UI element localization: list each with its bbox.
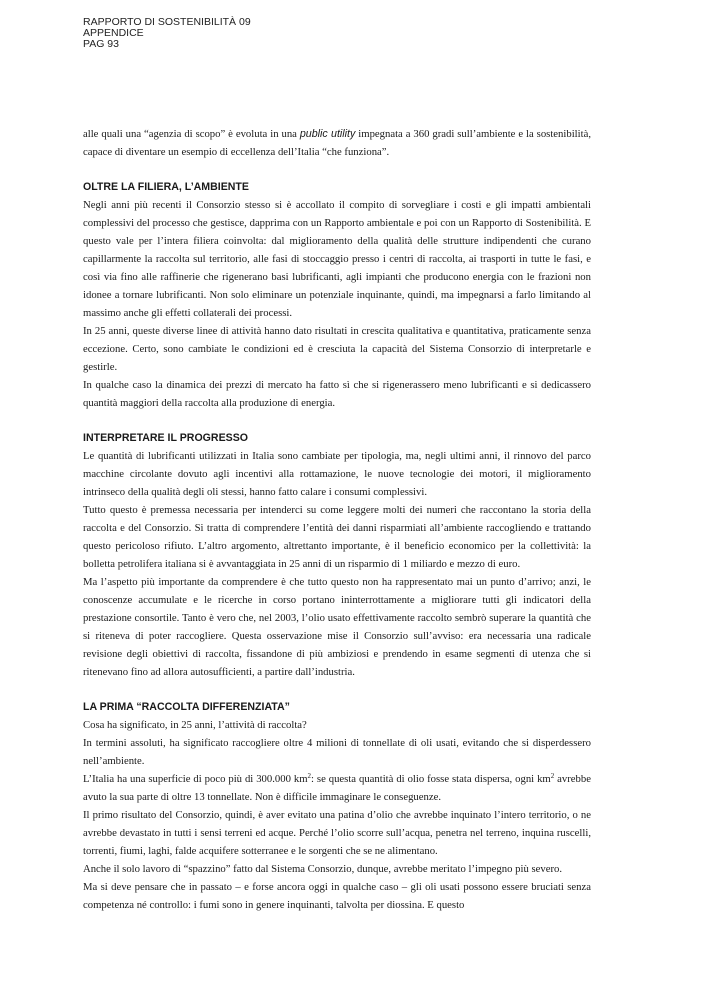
- emphasis-text: public utility: [299, 128, 356, 140]
- paragraph: Anche il solo lavoro di “spazzino” fatto dal Sistema Consorzio, dunque, avrebbe meritato l’impegno più severo.: [83, 863, 563, 875]
- page-number: PAG 93: [83, 38, 119, 50]
- running-header: [83, 17, 251, 50]
- intro-paragraph: alle quali una “agenzia di scopo” è evoluta in una public utility impegnata a 360 gradi sull’ambiente e la sostenibilità, capace di diventare un esempio di eccellenza dell’Italia “che funziona”.: [83, 128, 592, 158]
- paragraph: In termini assoluti, ha significato raccogliere oltre 4 milioni di tonnellate di oli usati, evitando che si disperdessero nell’ambiente.: [83, 737, 591, 767]
- paragraph: In 25 anni, queste diverse linee di attività hanno dato risultati in crescita qualitativa e quantitativa, praticamente senza eccezione. Certo, sono cambiate le condizioni ed è cresciuta la capacità del Sistema Consorzio di interpretarle e gestirle.: [83, 325, 591, 373]
- paragraph: Tutto questo è premessa necessaria per intenderci su come leggere molti dei numeri che raccontano la storia della raccolta e del Consorzio. Si tratta di comprendere l’entità dei danni risparmiati all’ambiente raccogliendo e trattando questo pericoloso rifiuto. L’altro argomento, altrettanto importante, è il beneficio economico per la collettività: la bolletta petrolifera italiana si è avvantaggiata in 25 anni di un risparmio di 1 miliardo e mezzo di euro.: [83, 504, 591, 570]
- paragraph: Le quantità di lubrificanti utilizzati in Italia sono cambiate per tipologia, ma, negli ultimi anni, il rinnovo del parco macchine circolante dovuto agli incentivi alla rottamazione, le nuove tecnologie dei motori, il miglioramento intrinseco della qualità degli oli stessi, hanno fatto calare i consumi complessivi.: [83, 450, 591, 498]
- paragraph: Il primo risultato del Consorzio, quindi, è aver evitato una patina d’olio che avrebbe inquinato l’intero territorio, o ne avrebbe devastato in tutti i sensi terreni ed acque. Perché l’olio scorre sull’acqua, penetra nel terreno, inquina ruscelli, torrenti, fiumi, laghi, falde acquifere sotterranee e le sorgenti che se ne alimentano.: [83, 809, 591, 857]
- section-heading-raccolta: LA PRIMA “RACCOLTA DIFFERENZIATA”: [83, 701, 290, 713]
- section-heading-filiera: OLTRE LA FILIERA, L’AMBIENTE: [83, 181, 249, 193]
- body-text: [83, 125, 591, 914]
- section-name: APPENDICE: [83, 27, 144, 39]
- report-title: RAPPORTO DI SOSTENIBILITÀ 09: [83, 16, 251, 28]
- paragraph: L’Italia ha una superficie di poco più di 300.000 $km^2$: se questa quantità di olio fosse stata dispersa, ogni $km^2$ avrebbe avuto la sua parte di oltre 13 tonnellate. Non è difficile immaginare le conseguenze.: [83, 772, 591, 803]
- paragraph: Ma si deve pensare che in passato – e forse ancora oggi in qualche caso – gli oli usati possono essere bruciati senza competenza né controllo: i fumi sono in genere inquinanti, talvolta per diossina. E questo: [83, 881, 591, 911]
- paragraph: Cosa ha significato, in 25 anni, l’attività di raccolta?: [83, 719, 307, 731]
- section-heading-progresso: INTERPRETARE IL PROGRESSO: [83, 432, 249, 444]
- paragraph: Ma l’aspetto più importante da comprendere è che tutto questo non ha rappresentato mai un punto d’arrivo; anzi, le conoscenze accumulate e le ricerche in corso portano ininterrottamente a migliorare tutti gli indicatori della prestazione consortile. Tanto è vero che, nel 2003, l’olio usato effettivamente raccolto sembrò superare la quantità che si riteneva di poter raccogliere. Questa osservazione mise il Consorzio sull’avviso: era necessaria una radicale revisione degli obiettivi di raccolta, fissandone di più ambiziosi e prendendo in esame segmenti di utenza che si ritenevano fino ad allora autosufficienti, a partire dall’industria.: [83, 576, 591, 678]
- paragraph: In qualche caso la dinamica dei prezzi di mercato ha fatto sì che si rigenerassero meno lubrificanti e si dedicassero quantità maggiori della raccolta alla produzione di energia.: [83, 379, 591, 409]
- paragraph: Negli anni più recenti il Consorzio stesso si è accollato il compito di sorvegliare i costi e gli impatti ambientali complessivi del processo che gestisce, dapprima con un Rapporto ambientale e poi con un Rapporto di Sostenibilità. E questo vale per l’intera filiera coinvolta: dal miglioramento della qualità delle strutture indipendenti che curano capillarmente la raccolta sul territorio, alle fasi di stoccaggio presso i centri di raccolta, ai trasporti in tutte le fasi, e così via fino alle raffinerie che rigenerano basi lubrificanti, agli impianti che producono energia con le frazioni non idonee a tornare lubrificanti. Non solo eliminare un potenziale inquinante, quindi, ma impegnarsi a farlo limitando al massimo anche gli effetti collaterali dei processi.: [83, 199, 591, 319]
